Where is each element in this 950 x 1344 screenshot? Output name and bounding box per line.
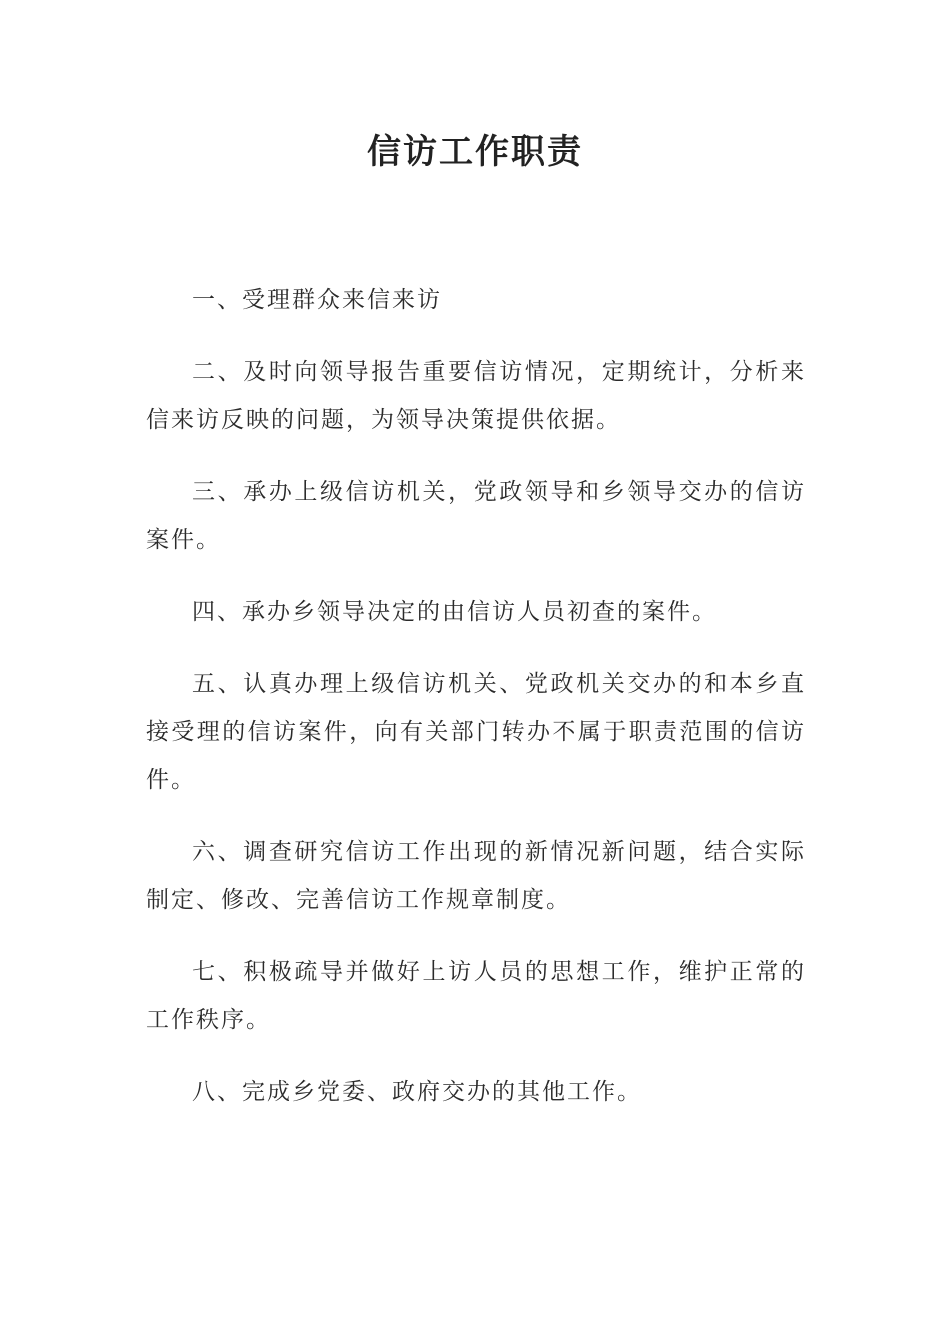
paragraph-7: 七、积极疏导并做好上访人员的思想工作，维护正常的工作秩序。 (146, 959, 806, 1033)
paragraph-5: 五、认真办理上级信访机关、党政机关交办的和本乡直接受理的信访案件，向有关部门转办不属于职责范围的信访件。 (146, 671, 806, 793)
document-title: 信访工作职责 (367, 132, 583, 172)
paragraph-3: 三、承办上级信访机关，党政领导和乡领导交办的信访案件。 (146, 479, 806, 553)
paragraph-8: 八、完成乡党委、政府交办的其他工作。 (192, 1079, 642, 1105)
document-body (146, 276, 806, 1140)
paragraph-4: 四、承办乡领导决定的由信访人员初查的案件。 (192, 599, 717, 625)
paragraph-6: 六、调查研究信访工作出现的新情况新问题，结合实际制定、修改、完善信访工作规章制度。 (146, 839, 806, 913)
paragraph-2: 二、及时向领导报告重要信访情况，定期统计，分析来信来访反映的问题，为领导决策提供依据。 (146, 359, 806, 433)
paragraph-1: 一、受理群众来信来访 (192, 287, 442, 313)
